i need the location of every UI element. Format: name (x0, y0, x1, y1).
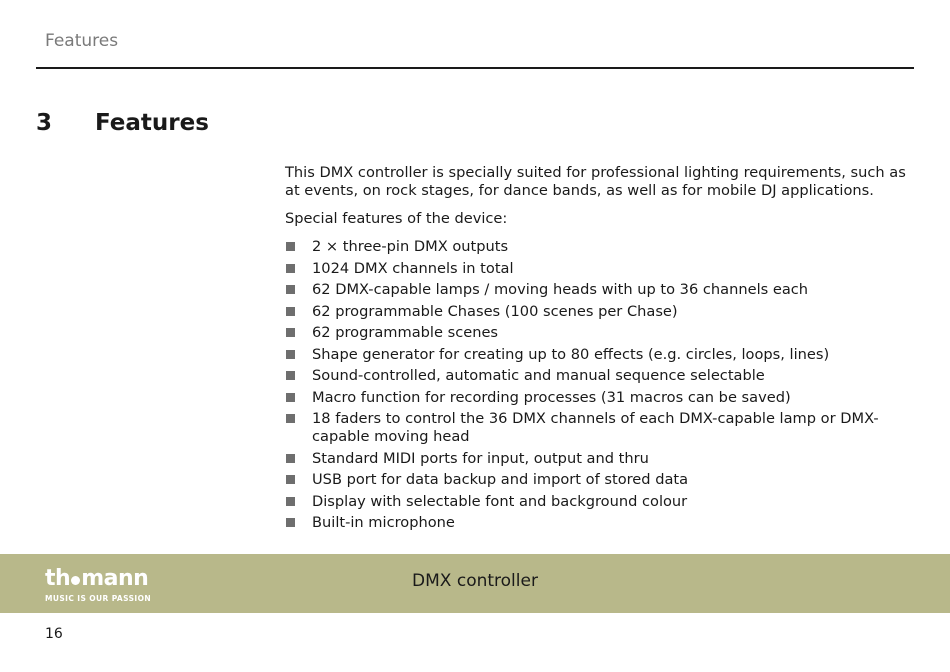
square-bullet-icon (286, 497, 295, 506)
list-item (285, 389, 915, 407)
square-bullet-icon (286, 307, 295, 316)
list-item (285, 238, 915, 256)
logo-text-left: th (45, 566, 71, 591)
list-item (285, 410, 915, 446)
footer-product-title: DMX controller (412, 571, 538, 591)
feature-list (285, 238, 915, 532)
list-item (285, 450, 915, 468)
list-item (285, 493, 915, 511)
square-bullet-icon (286, 371, 295, 380)
feature-text: 62 DMX-capable lamps / moving heads with up to 36 channels each (312, 281, 809, 298)
page-number: 16 (45, 626, 63, 642)
list-item (285, 471, 915, 489)
square-bullet-icon (286, 475, 295, 484)
feature-text: USB port for data backup and import of stored data (312, 471, 689, 488)
list-item (285, 514, 915, 532)
square-bullet-icon (286, 414, 295, 423)
list-item (285, 260, 915, 278)
feature-text: Sound-controlled, automatic and manual sequence selectable (312, 367, 765, 384)
feature-text: Shape generator for creating up to 80 effects (e.g. circles, loops, lines) (312, 345, 830, 363)
square-bullet-icon (286, 328, 295, 337)
content-body (285, 164, 915, 536)
footer-band (0, 554, 950, 613)
list-item (285, 346, 915, 364)
chapter-title: Features (95, 110, 209, 136)
feature-text: Built-in microphone (312, 514, 455, 531)
square-bullet-icon (286, 518, 295, 527)
feature-text: 62 programmable Chases (100 scenes per Chase) (312, 302, 678, 320)
running-header: Features (45, 31, 119, 51)
list-item (285, 303, 915, 321)
feature-text: 18 faders to control the 36 DMX channels of each DMX-capable lamp or DMX-capable moving head (312, 410, 879, 445)
square-bullet-icon (286, 264, 295, 273)
intro-paragraph: This DMX controller is specially suited for professional lighting requirements, such as at events, on rock stages, for dance bands, as well as for mobile DJ applications. (285, 164, 906, 199)
list-item (285, 324, 915, 342)
square-bullet-icon (286, 242, 295, 251)
chapter-number: 3 (36, 110, 53, 136)
list-item (285, 367, 915, 385)
list-item (285, 281, 915, 299)
square-bullet-icon (286, 350, 295, 359)
feature-text: Macro function for recording processes (31 macros can be saved) (312, 388, 791, 406)
square-bullet-icon (286, 454, 295, 463)
feature-text: Display with selectable font and background colour (312, 492, 688, 510)
logo-tagline: MUSIC IS OUR PASSION (45, 594, 152, 603)
feature-text: 1024 DMX channels in total (312, 259, 514, 277)
feature-text: 62 programmable scenes (312, 324, 499, 341)
features-heading: Special features of the device: (285, 210, 508, 227)
header-divider (36, 67, 914, 69)
square-bullet-icon (286, 285, 295, 294)
feature-text: 2 × three-pin DMX outputs (312, 238, 509, 255)
feature-text: Standard MIDI ports for input, output and thru (312, 449, 649, 467)
square-bullet-icon (286, 393, 295, 402)
logo-text-right: mann (81, 566, 149, 591)
